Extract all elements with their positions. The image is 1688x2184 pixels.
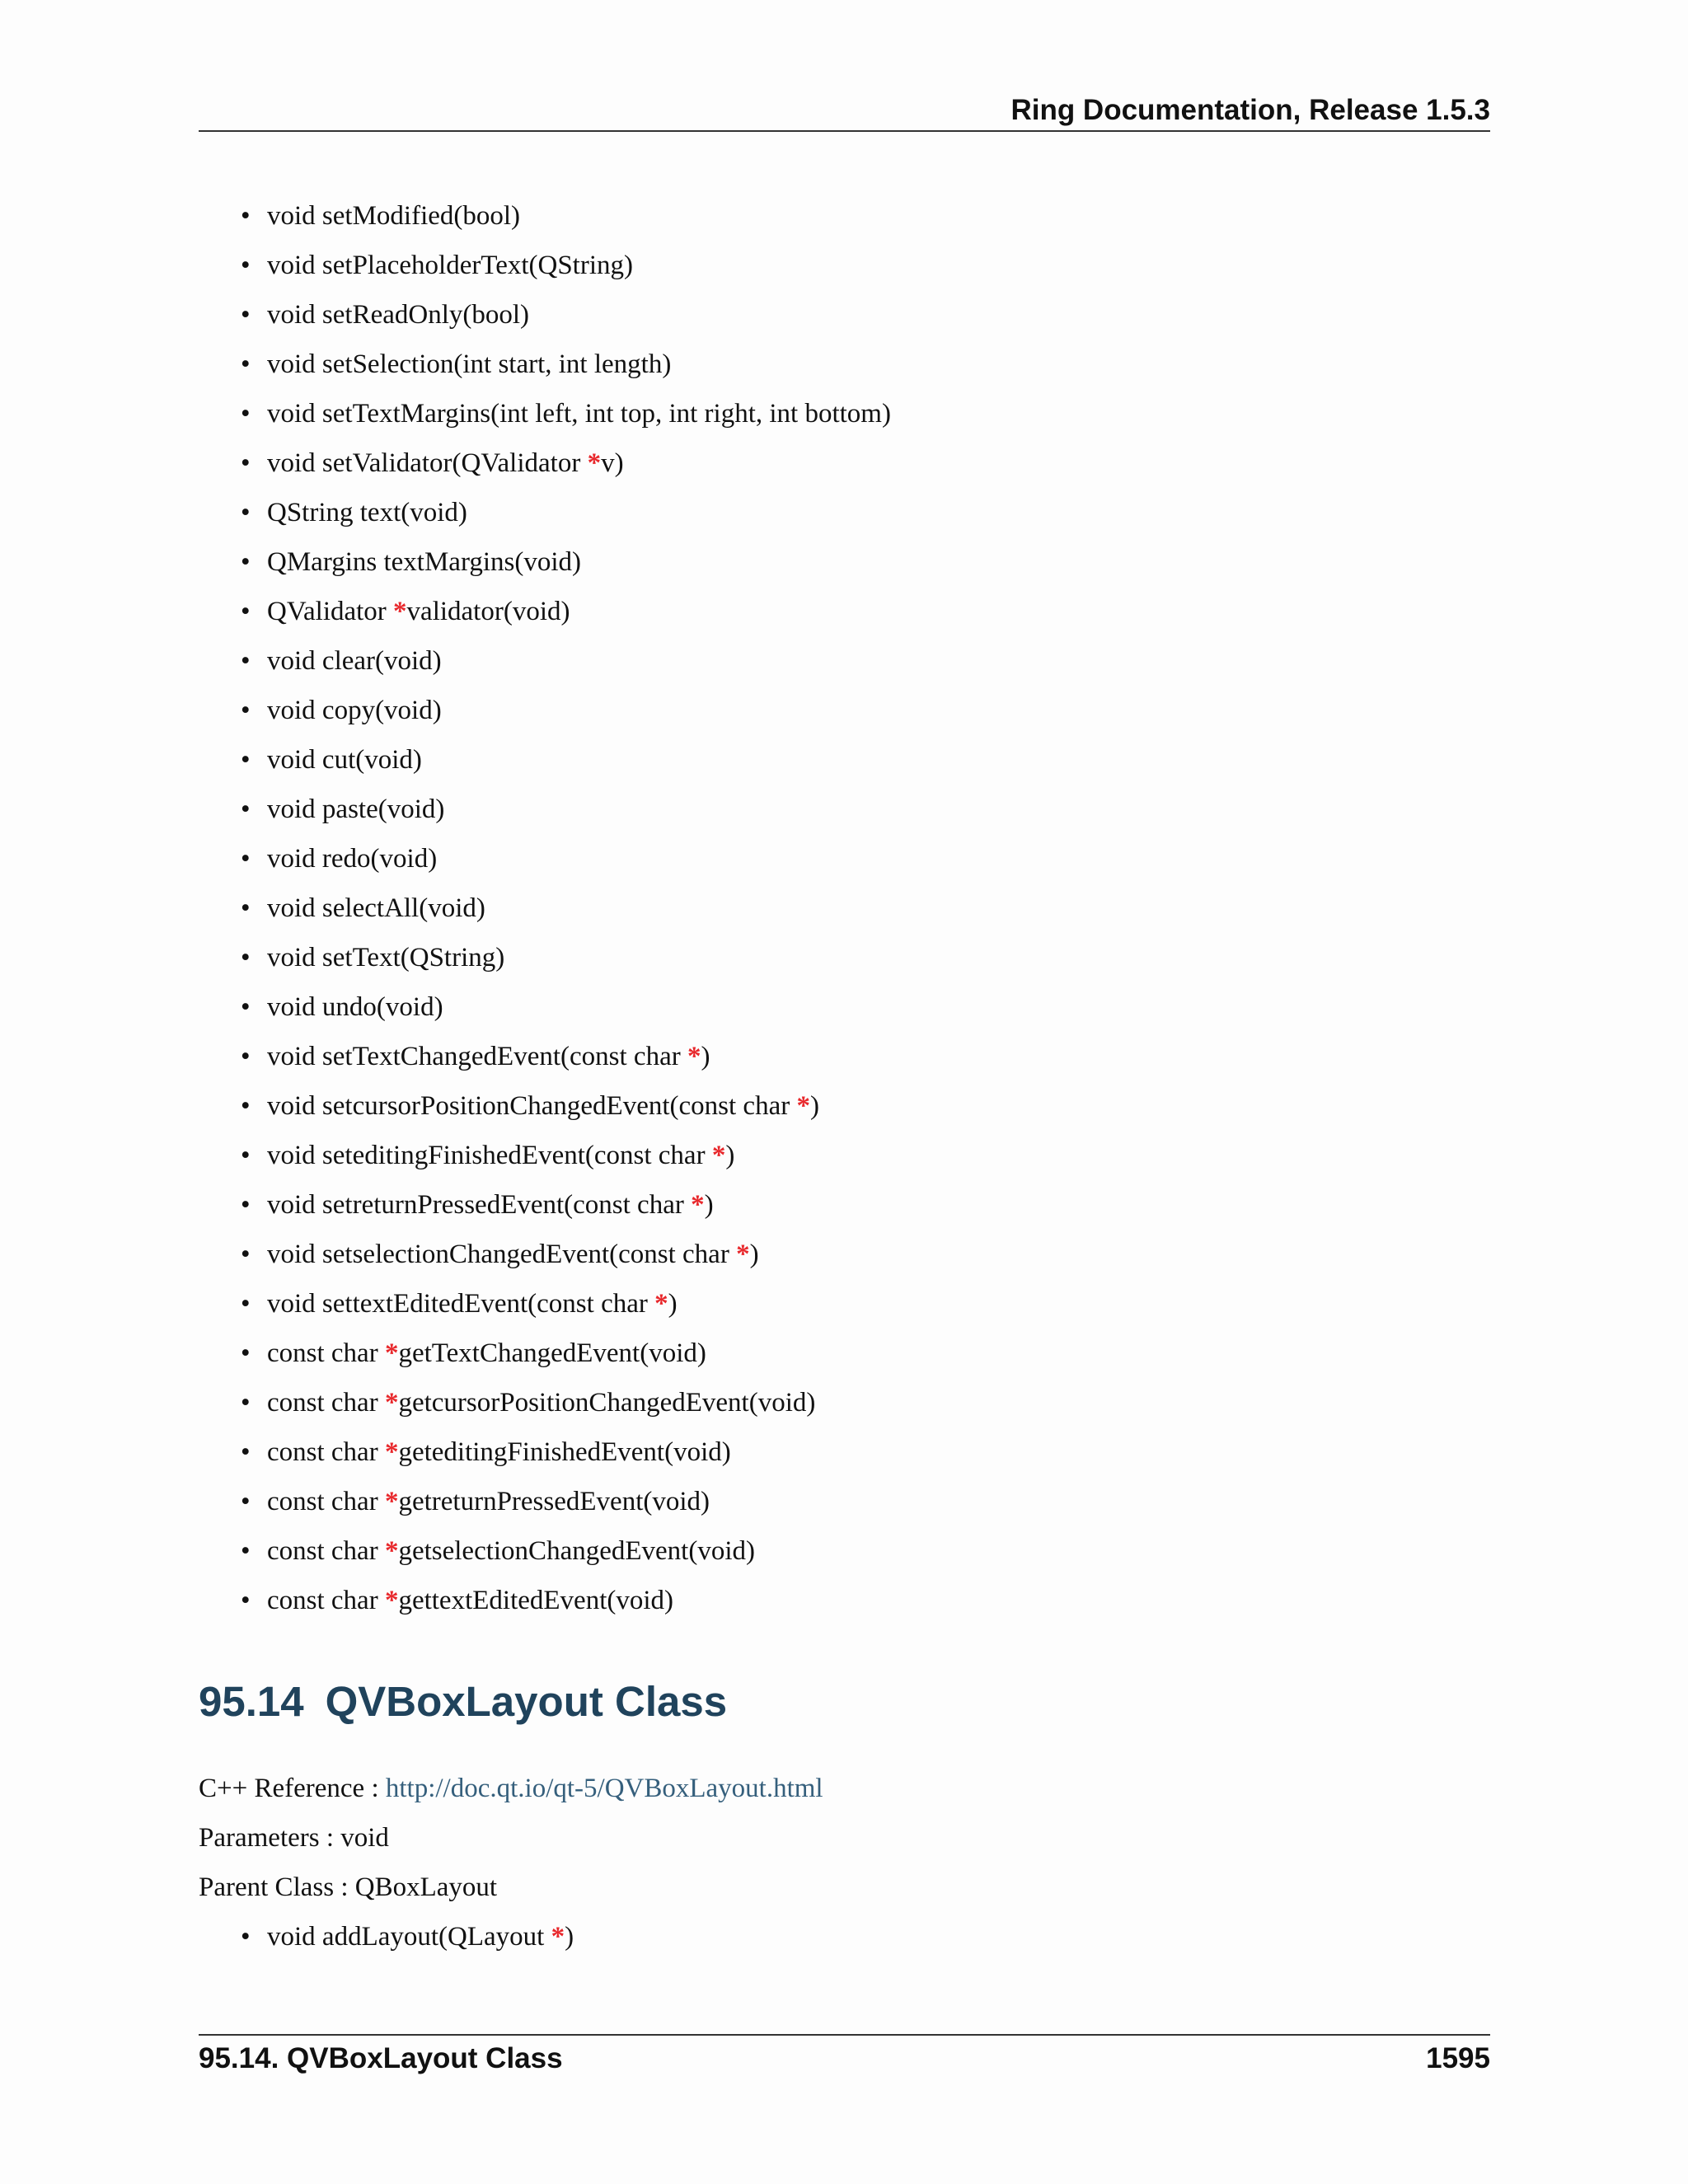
- method-signature-start: const char: [267, 1338, 385, 1368]
- bullet-icon: •: [241, 646, 251, 676]
- section-number: 95.14: [199, 1678, 304, 1725]
- list-item: [239, 636, 891, 686]
- pointer-asterisk: *: [654, 1289, 668, 1319]
- bullet-icon: •: [241, 1388, 251, 1418]
- method-signature-start: void seteditingFinishedEvent(const char: [267, 1141, 712, 1170]
- list-item: [239, 488, 891, 537]
- method-signature-start: void clear(void): [267, 646, 442, 676]
- list-item: [239, 834, 891, 883]
- method-signature-end: ): [725, 1141, 735, 1170]
- method-signature-start: void setModified(bool): [267, 201, 521, 231]
- method-signature-start: void setselectionChangedEvent(const char: [267, 1240, 737, 1269]
- method-signature-start: const char: [267, 1487, 385, 1516]
- list-item: [239, 1131, 891, 1180]
- list-item: [239, 1032, 891, 1081]
- method-signature-start: void copy(void): [267, 696, 442, 725]
- method-signature-start: void paste(void): [267, 794, 445, 824]
- document-title: Ring Documentation, Release 1.5.3: [1010, 94, 1490, 126]
- pointer-asterisk: *: [384, 1388, 399, 1418]
- method-signature-end: ): [565, 1922, 574, 1952]
- list-item: [239, 1180, 891, 1230]
- list-item: [239, 883, 891, 933]
- method-signature-start: void setValidator(QValidator: [267, 448, 588, 478]
- method-signature-start: void setreturnPressedEvent(const char: [267, 1190, 692, 1220]
- method-signature-end: ): [701, 1042, 710, 1071]
- pointer-asterisk: *: [384, 1487, 399, 1516]
- list-item: [239, 933, 891, 982]
- method-signature-end: validator(void): [406, 597, 570, 626]
- method-signature-start: void setReadOnly(bool): [267, 300, 530, 330]
- method-signature-end: v): [601, 448, 624, 478]
- method-signature-end: getTextChangedEvent(void): [398, 1338, 706, 1368]
- list-item: [239, 1912, 574, 1961]
- bullet-icon: •: [241, 992, 251, 1022]
- method-signature-start: void undo(void): [267, 992, 443, 1022]
- bullet-icon: •: [241, 1091, 251, 1121]
- bullet-icon: •: [241, 1190, 251, 1220]
- bullet-icon: •: [241, 844, 251, 874]
- bullet-icon: •: [241, 893, 251, 923]
- pointer-asterisk: *: [551, 1922, 565, 1952]
- list-item: [239, 686, 891, 735]
- parameters-line: Parameters : void: [199, 1823, 389, 1853]
- bullet-icon: •: [241, 349, 251, 379]
- method-signature-start: void setcursorPositionChangedEvent(const char: [267, 1091, 797, 1121]
- bullet-icon: •: [241, 448, 251, 478]
- bullet-icon: •: [241, 745, 251, 775]
- list-item: [239, 389, 891, 438]
- bullet-icon: •: [241, 1042, 251, 1071]
- method-signature-start: QValidator: [267, 597, 394, 626]
- bullet-icon: •: [241, 547, 251, 577]
- method-signature-start: void cut(void): [267, 745, 422, 775]
- pointer-asterisk: *: [384, 1586, 399, 1615]
- method-signature-end: ): [704, 1190, 714, 1220]
- bullet-icon: •: [241, 943, 251, 972]
- list-item: [239, 785, 891, 834]
- pointer-asterisk: *: [587, 448, 602, 478]
- list-item: [239, 587, 891, 636]
- method-signature-start: QString text(void): [267, 498, 467, 527]
- bullet-icon: •: [241, 1487, 251, 1516]
- bullet-icon: •: [241, 201, 251, 231]
- list-item: [239, 1081, 891, 1131]
- method-signature-start: const char: [267, 1388, 385, 1418]
- method-signature-end: gettextEditedEvent(void): [398, 1586, 674, 1615]
- pointer-asterisk: *: [796, 1091, 810, 1121]
- method-signature-end: getreturnPressedEvent(void): [398, 1487, 710, 1516]
- list-item: [239, 438, 891, 488]
- pointer-asterisk: *: [687, 1042, 701, 1071]
- bullet-icon: •: [241, 251, 251, 280]
- method-signature-end: ): [668, 1289, 678, 1319]
- pointer-asterisk: *: [736, 1240, 750, 1269]
- cpp-reference-label: C++ Reference :: [199, 1774, 386, 1803]
- method-signature-start: void setSelection(int start, int length): [267, 349, 672, 379]
- method-signature-start: void settextEditedEvent(const char: [267, 1289, 655, 1319]
- list-item: [239, 191, 891, 241]
- list-item: [239, 1378, 891, 1427]
- page-footer: [199, 2034, 1490, 2085]
- bullet-icon: •: [241, 1437, 251, 1467]
- list-item: [239, 1230, 891, 1279]
- list-item: [239, 1279, 891, 1329]
- method-signature-start: void setTextMargins(int left, int top, int right, int bottom): [267, 399, 891, 429]
- page-number: 1595: [1426, 2042, 1490, 2074]
- method-signature-start: void setTextChangedEvent(const char: [267, 1042, 687, 1071]
- method-signature-start: void setPlaceholderText(QString): [267, 251, 634, 280]
- footer-section-label: 95.14. QVBoxLayout Class: [199, 2042, 563, 2074]
- bullet-icon: •: [241, 1141, 251, 1170]
- bullet-icon: •: [241, 498, 251, 527]
- method-signature-end: getselectionChangedEvent(void): [398, 1536, 755, 1566]
- bullet-icon: •: [241, 300, 251, 330]
- method-signature-end: ): [749, 1240, 759, 1269]
- list-item: [239, 340, 891, 389]
- list-item: [239, 1427, 891, 1477]
- pointer-asterisk: *: [384, 1338, 399, 1368]
- pointer-asterisk: *: [393, 597, 407, 626]
- method-signature-start: void selectAll(void): [267, 893, 485, 923]
- bullet-icon: •: [241, 1338, 251, 1368]
- method-signature-start: const char: [267, 1437, 385, 1467]
- method-signature-end: geteditingFinishedEvent(void): [398, 1437, 731, 1467]
- list-item: [239, 1329, 891, 1378]
- method-signature-start: const char: [267, 1536, 385, 1566]
- bullet-icon: •: [241, 1289, 251, 1319]
- cpp-reference-link[interactable]: http://doc.qt.io/qt-5/QVBoxLayout.html: [385, 1774, 823, 1803]
- list-item: [239, 1576, 891, 1625]
- list-item: [239, 241, 891, 290]
- bullet-icon: •: [241, 1240, 251, 1269]
- list-item: [239, 1477, 891, 1526]
- method-signature-start: QMargins textMargins(void): [267, 547, 581, 577]
- method-signature-start: void redo(void): [267, 844, 438, 874]
- pointer-asterisk: *: [711, 1141, 726, 1170]
- bullet-icon: •: [241, 1922, 251, 1952]
- pointer-asterisk: *: [384, 1437, 399, 1467]
- method-list: [239, 1912, 574, 1961]
- list-item: [239, 735, 891, 785]
- method-signature-start: const char: [267, 1586, 385, 1615]
- section-heading: [199, 1673, 727, 1731]
- list-item: [239, 982, 891, 1032]
- bullet-icon: •: [241, 1536, 251, 1566]
- method-signature-end: ): [809, 1091, 819, 1121]
- section-title-text: QVBoxLayout Class: [325, 1678, 728, 1725]
- bullet-icon: •: [241, 597, 251, 626]
- pointer-asterisk: *: [384, 1536, 399, 1566]
- bullet-icon: •: [241, 794, 251, 824]
- method-signature-start: void setText(QString): [267, 943, 505, 972]
- method-signature-end: getcursorPositionChangedEvent(void): [398, 1388, 816, 1418]
- list-item: [239, 290, 891, 340]
- bullet-icon: •: [241, 696, 251, 725]
- list-item: [239, 537, 891, 587]
- method-list: [239, 191, 891, 1625]
- bullet-icon: •: [241, 399, 251, 429]
- page-header: [199, 91, 1490, 132]
- pointer-asterisk: *: [691, 1190, 705, 1220]
- list-item: [239, 1526, 891, 1576]
- method-signature-start: void addLayout(QLayout: [267, 1922, 551, 1952]
- cpp-reference-line: [199, 1764, 823, 1813]
- bullet-icon: •: [241, 1586, 251, 1615]
- parent-class-line: Parent Class : QBoxLayout: [199, 1872, 498, 1902]
